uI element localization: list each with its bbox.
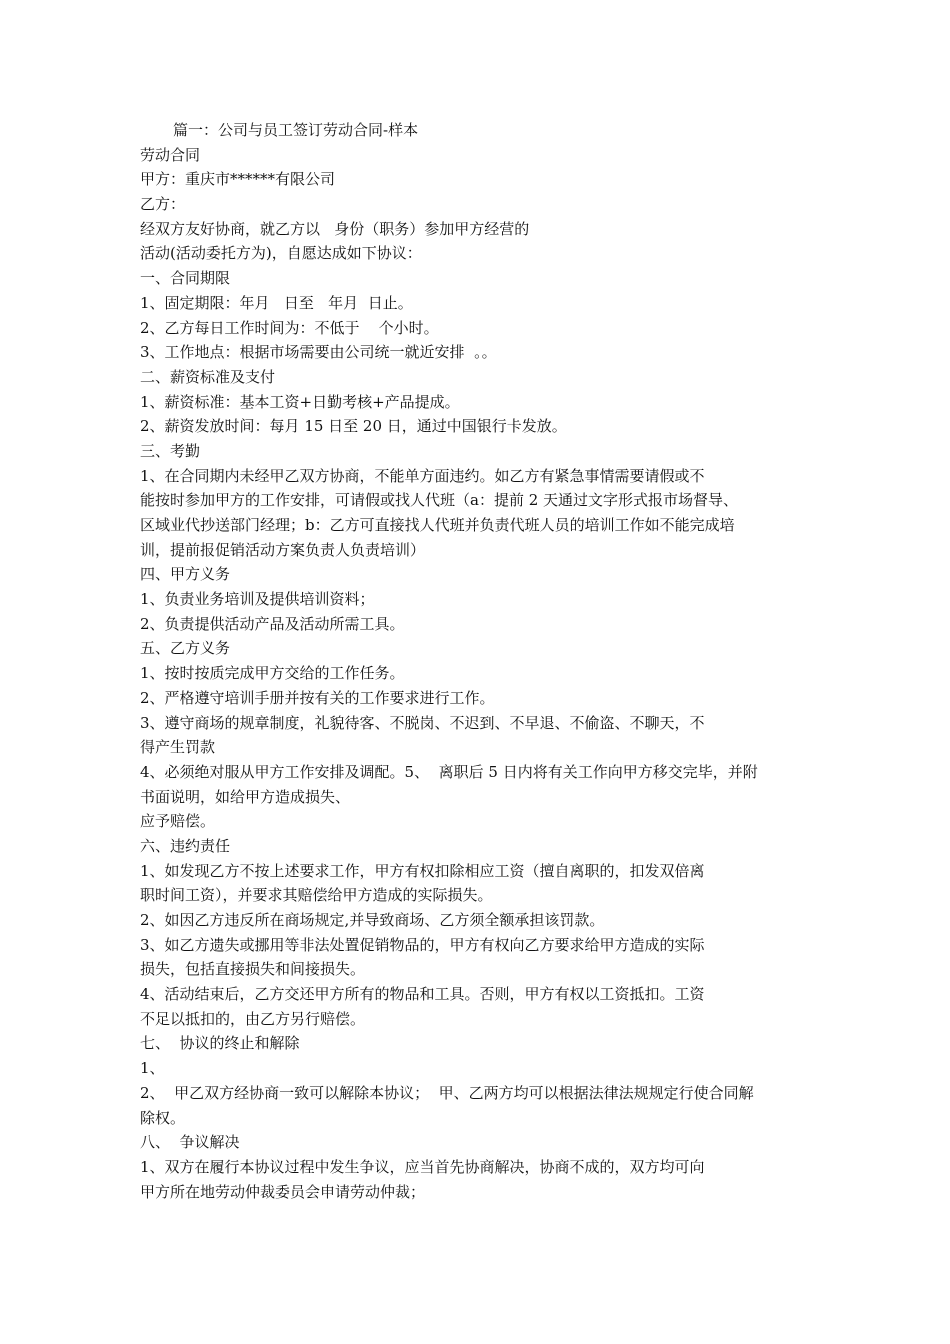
document-line: 3、遵守商场的规章制度，礼貌待客、不脱岗、不迟到、不早退、不偷盗、不聊天，不 [140,713,705,732]
document-line: 2、负责提供活动产品及活动所需工具。 [140,614,405,633]
document-line: 三、考勤 [140,441,201,460]
document-title: 篇一：公司与员工签订劳动合同-样本 [173,121,419,139]
document-line: 3、如乙方遗失或挪用等非法处置促销物品的，甲方有权向乙方要求给甲方造成的实际 [140,935,705,954]
document-line: 1、按时按质完成甲方交给的工作任务。 [140,664,405,683]
document-line: 六、违约责任 [140,836,231,855]
document-line: 4、必须绝对服从甲方工作安排及调配。5、 离职后 5 日内将有关工作向甲方移交完毕，并附 [140,762,758,781]
document-line: 区域业代抄送部门经理；b：乙方可直接找人代班并负责代班人员的培训工作如不能完成培 [140,516,735,534]
document-line: 2、如因乙方违反所在商场规定,并导致商场、乙方须全额承担该罚款。 [140,911,605,929]
document-line: 甲方所在地劳动仲裁委员会申请劳动仲裁； [140,1182,426,1201]
document-line: 2、 甲乙双方经协商一致可以解除本协议； 甲、乙两方均可以根据法律法规规定行使合同解 [140,1083,754,1102]
document-line: 训，提前报促销活动方案负责人负责培训） [140,540,426,559]
document-line: 七、 协议的终止和解除 [140,1034,300,1053]
document-line: 1、如发现乙方不按上述要求工作，甲方有权扣除相应工资（擅自离职的，扣发双倍离 [140,861,705,880]
document-line: 能按时参加甲方的工作安排，可请假或找人代班（a：提前 2 天通过文字形式报市场督导、 [140,491,739,510]
document-line: 1、薪资标准：基本工资+日勤考核+产品提成。 [140,392,460,411]
document-line: 不足以抵扣的，由乙方另行赔偿。 [140,1009,366,1028]
document-line: 2、严格遵守培训手册并按有关的工作要求进行工作。 [140,688,495,707]
document-line: 2、乙方每日工作时间为：不低于 个小时。 [140,318,439,337]
document-line: 1、 [140,1059,165,1078]
document-line: 损失，包括直接损失和间接损失。 [140,960,366,979]
document-line: 1、固定期限：年月 日至 年月 日止。 [140,293,413,312]
document-line: 1、在合同期内未经甲乙双方协商，不能单方面违约。如乙方有紧急事情需要请假或不 [140,466,705,485]
document-line: 八、 争议解决 [140,1133,240,1152]
document-line: 职时间工资），并要求其赔偿给甲方造成的实际损失。 [140,886,493,905]
document-line: 四、甲方义务 [140,565,231,584]
document-line: 4、活动结束后，乙方交还甲方所有的物品和工具。否则，甲方有权以工资抵扣。工资 [140,985,705,1004]
document-line: 劳动合同 [140,145,201,164]
document-line: 1、双方在履行本协议过程中发生争议，应当首先协商解决，协商不成的，双方均可向 [140,1157,705,1176]
document-line: 活动(活动委托方为)，自愿达成如下协议： [140,244,422,263]
document-line: 甲方：重庆市******有限公司 [140,170,336,189]
document-line: 书面说明，如给甲方造成损失、 [140,787,351,806]
document-line: 乙方： [140,195,186,214]
document-line: 二、薪资标准及支付 [140,367,276,386]
document-line: 2、薪资发放时间：每月 15 日至 20 日，通过中国银行卡发放。 [140,417,567,436]
document-line: 1、负责业务培训及提供培训资料； [140,590,375,609]
document-line: 经双方友好协商，就乙方以 身份（职务）参加甲方经营的 [140,219,530,238]
document-line: 3、工作地点：根据市场需要由公司统一就近安排 。。 [140,343,497,362]
document-line: 除权。 [140,1108,186,1127]
document-body [140,118,820,1204]
document-line: 五、乙方义务 [140,639,231,658]
document-line: 一、合同期限 [140,269,231,288]
document-line: 应予赔偿。 [140,812,216,831]
document-line: 得产生罚款 [140,738,216,757]
